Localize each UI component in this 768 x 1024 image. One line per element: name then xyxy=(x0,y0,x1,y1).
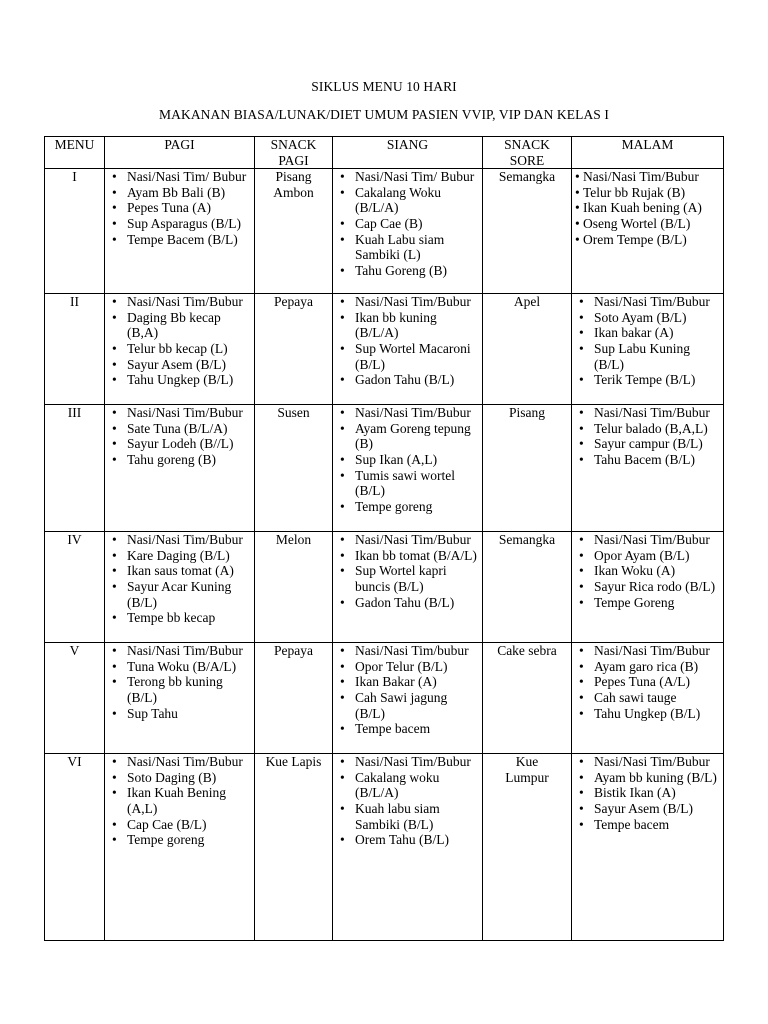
list-item: • Ikan Woku (A) xyxy=(574,563,721,579)
pagi-list xyxy=(107,754,252,848)
snack-text: Cake sebra xyxy=(497,643,557,659)
list-item: • Daging Bb kecap (B,A) xyxy=(107,310,252,341)
snack-text: Pepaya xyxy=(274,643,313,659)
list-item: • Sup Wortel kapri buncis (B/L) xyxy=(335,563,480,594)
list-item: • Telur balado (B,A,L) xyxy=(574,421,721,437)
list-item: • Orem Tahu (B/L) xyxy=(335,832,480,848)
list-item: • Opor Ayam (B/L) xyxy=(574,548,721,564)
pagi-cell xyxy=(105,643,255,754)
malam-list xyxy=(574,294,721,388)
list-item: • Sayur Asem (B/L) xyxy=(107,357,252,373)
table-row xyxy=(45,405,724,532)
list-item: • Tempe bacem xyxy=(574,817,721,833)
snack-text: Semangka xyxy=(498,532,556,548)
list-item: • Cap Cae (B) xyxy=(335,216,480,232)
list-item: • Cap Cae (B/L) xyxy=(107,817,252,833)
list-item: • Kuah labu siam Sambiki (B/L) xyxy=(335,801,480,832)
list-item: • Opor Telur (B/L) xyxy=(335,659,480,675)
pagi-cell xyxy=(105,405,255,532)
snack-sore-cell xyxy=(483,405,572,532)
list-item: • Cakalang woku (B/L/A) xyxy=(335,770,480,801)
siang-list xyxy=(335,294,480,388)
menu-number: III xyxy=(45,405,105,532)
malam-list xyxy=(574,169,721,247)
list-item: • Cah Sawi jagung (B/L) xyxy=(335,690,480,721)
menu-number: I xyxy=(45,169,105,294)
list-item: • Ayam Bb Bali (B) xyxy=(107,185,252,201)
snack-sore-cell xyxy=(483,532,572,643)
snack-text: Kue xyxy=(515,754,539,770)
snack-text: Pisang xyxy=(275,169,312,185)
siang-list xyxy=(335,169,480,278)
list-item: • Tempe goreng xyxy=(107,832,252,848)
pagi-list xyxy=(107,405,252,467)
list-item: • Nasi/Nasi Tim/Bubur xyxy=(574,169,721,185)
list-item: • Gadon Tahu (B/L) xyxy=(335,595,480,611)
snack-text: Melon xyxy=(275,532,312,548)
list-item: • Kare Daging (B/L) xyxy=(107,548,252,564)
list-item: • Soto Ayam (B/L) xyxy=(574,310,721,326)
snack-pagi-cell xyxy=(255,405,333,532)
snack-pagi-cell xyxy=(255,643,333,754)
list-item: • Nasi/Nasi Tim/Bubur xyxy=(574,643,721,659)
list-item: • Orem Tempe (B/L) xyxy=(574,232,721,248)
list-item: • Nasi/Nasi Tim/Bubur xyxy=(107,405,252,421)
malam-cell xyxy=(572,169,724,294)
malam-cell xyxy=(572,754,724,941)
pagi-list xyxy=(107,643,252,721)
list-item: • Nasi/Nasi Tim/Bubur xyxy=(335,294,480,310)
list-item: • Tahu Ungkep (B/L) xyxy=(574,706,721,722)
document-title: SIKLUS MENU 10 HARI xyxy=(311,79,457,94)
snack-sore-cell xyxy=(483,754,572,941)
list-item: • Ikan bb kuning (B/L/A) xyxy=(335,310,480,341)
malam-cell xyxy=(572,294,724,405)
list-item: • Ikan bb tomat (B/A/L) xyxy=(335,548,480,564)
list-item: • Nasi/Nasi Tim/Bubur xyxy=(574,532,721,548)
menu-number: V xyxy=(45,643,105,754)
malam-list xyxy=(574,643,721,721)
list-item: • Telur bb Rujak (B) xyxy=(574,185,721,201)
table-row xyxy=(45,643,724,754)
snack-text: Pisang xyxy=(508,405,545,421)
list-item: • Ikan Kuah Bening (A,L) xyxy=(107,785,252,816)
siang-cell xyxy=(333,405,483,532)
malam-cell xyxy=(572,643,724,754)
snack-sore-cell xyxy=(483,294,572,405)
list-item: • Gadon Tahu (B/L) xyxy=(335,372,480,388)
list-item: • Nasi/Nasi Tim/bubur xyxy=(335,643,480,659)
list-item: • Terong bb kuning (B/L) xyxy=(107,674,252,705)
snack-pagi-cell xyxy=(255,532,333,643)
list-item: • Nasi/Nasi Tim/Bubur xyxy=(107,532,252,548)
list-item: • Pepes Tuna (A/L) xyxy=(574,674,721,690)
snack-sore-cell xyxy=(483,643,572,754)
header-snack-pagi-line2: PAGI xyxy=(278,152,309,168)
header-siang: SIANG xyxy=(333,137,483,169)
snack-text: Ambon xyxy=(273,184,314,200)
list-item: • Pepes Tuna (A) xyxy=(107,200,252,216)
list-item: • Tempe Bacem (B/L) xyxy=(107,232,252,248)
snack-text: Semangka xyxy=(498,169,556,185)
list-item: • Ikan Bakar (A) xyxy=(335,674,480,690)
list-item: • Sate Tuna (B/L/A) xyxy=(107,421,252,437)
malam-list xyxy=(574,405,721,467)
pagi-list xyxy=(107,294,252,388)
list-item: • Kuah Labu siam Sambiki (L) xyxy=(335,232,480,263)
list-item: • Sayur Acar Kuning (B/L) xyxy=(107,579,252,610)
header-snack-sore xyxy=(483,137,572,169)
pagi-cell xyxy=(105,532,255,643)
list-item: • Nasi/Nasi Tim/ Bubur xyxy=(107,169,252,185)
header-malam: MALAM xyxy=(572,137,724,169)
siang-list xyxy=(335,643,480,737)
table-row xyxy=(45,532,724,643)
table-header-row xyxy=(45,137,724,169)
list-item: • Nasi/Nasi Tim/Bubur xyxy=(335,405,480,421)
list-item: • Ikan saus tomat (A) xyxy=(107,563,252,579)
list-item: • Nasi/Nasi Tim/Bubur xyxy=(107,643,252,659)
list-item: • Ikan Kuah bening (A) xyxy=(574,200,721,216)
list-item: • Nasi/Nasi Tim/Bubur xyxy=(335,532,480,548)
header-pagi: PAGI xyxy=(105,137,255,169)
list-item: • Soto Daging (B) xyxy=(107,770,252,786)
snack-text: Lumpur xyxy=(505,769,549,785)
siang-cell xyxy=(333,643,483,754)
siang-list xyxy=(335,754,480,848)
list-item: • Nasi/Nasi Tim/ Bubur xyxy=(335,169,480,185)
snack-text: Kue Lapis xyxy=(265,754,322,770)
list-item: • Tahu Ungkep (B/L) xyxy=(107,372,252,388)
list-item: • Nasi/Nasi Tim/Bubur xyxy=(574,405,721,421)
menu-number: II xyxy=(45,294,105,405)
list-item: • Bistik Ikan (A) xyxy=(574,785,721,801)
list-item: • Tempe Goreng xyxy=(574,595,721,611)
list-item: • Nasi/Nasi Tim/Bubur xyxy=(574,754,721,770)
siang-list xyxy=(335,532,480,610)
malam-list xyxy=(574,532,721,610)
pagi-cell xyxy=(105,754,255,941)
header-snack-pagi-line1: SNACK xyxy=(270,137,317,152)
header-snack-pagi xyxy=(255,137,333,169)
list-item: • Tahu goreng (B) xyxy=(107,452,252,468)
list-item: • Nasi/Nasi Tim/Bubur xyxy=(574,294,721,310)
list-item: • Ayam Goreng tepung (B) xyxy=(335,421,480,452)
list-item: • Ayam garo rica (B) xyxy=(574,659,721,675)
list-item: • Tempe goreng xyxy=(335,499,480,515)
siang-cell xyxy=(333,169,483,294)
snack-text: Susen xyxy=(277,405,310,421)
menu-number: VI xyxy=(45,754,105,941)
pagi-cell xyxy=(105,294,255,405)
list-item: • Tahu Bacem (B/L) xyxy=(574,452,721,468)
list-item: • Sup Tahu xyxy=(107,706,252,722)
list-item: • Telur bb kecap (L) xyxy=(107,341,252,357)
list-item: • Tempe bacem xyxy=(335,721,480,737)
malam-cell xyxy=(572,532,724,643)
siang-list xyxy=(335,405,480,514)
siang-cell xyxy=(333,754,483,941)
list-item: • Nasi/Nasi Tim/Bubur xyxy=(107,294,252,310)
menu-table xyxy=(44,136,724,941)
header-snack-sore-line1: SNACK xyxy=(504,137,550,152)
snack-sore-cell xyxy=(483,169,572,294)
list-item: • Nasi/Nasi Tim/Bubur xyxy=(335,754,480,770)
malam-cell xyxy=(572,405,724,532)
list-item: • Oseng Wortel (B/L) xyxy=(574,216,721,232)
list-item: • Ayam bb kuning (B/L) xyxy=(574,770,721,786)
snack-pagi-cell xyxy=(255,754,333,941)
list-item: • Sup Labu Kuning (B/L) xyxy=(574,341,721,372)
header-snack-sore-line2: SORE xyxy=(509,152,545,168)
menu-number: IV xyxy=(45,532,105,643)
pagi-list xyxy=(107,532,252,626)
siang-cell xyxy=(333,294,483,405)
document-subtitle: MAKANAN BIASA/LUNAK/DIET UMUM PASIEN VVIP, VIP DAN KELAS I xyxy=(159,107,609,122)
list-item: • Sayur Asem (B/L) xyxy=(574,801,721,817)
list-item: • Terik Tempe (B/L) xyxy=(574,372,721,388)
list-item: • Tempe bb kecap xyxy=(107,610,252,626)
pagi-list xyxy=(107,169,252,247)
table-body xyxy=(45,169,724,941)
list-item: • Tahu Goreng (B) xyxy=(335,263,480,279)
snack-text: Pepaya xyxy=(274,294,313,310)
siang-cell xyxy=(333,532,483,643)
list-item: • Cah sawi tauge xyxy=(574,690,721,706)
list-item: • Sayur Rica rodo (B/L) xyxy=(574,579,721,595)
pagi-cell xyxy=(105,169,255,294)
table-row xyxy=(45,294,724,405)
list-item: • Sup Wortel Macaroni (B/L) xyxy=(335,341,480,372)
snack-text: Apel xyxy=(513,294,541,310)
table-row xyxy=(45,754,724,941)
list-item: • Cakalang Woku (B/L/A) xyxy=(335,185,480,216)
list-item: • Sup Asparagus (B/L) xyxy=(107,216,252,232)
snack-pagi-cell xyxy=(255,169,333,294)
list-item: • Tumis sawi wortel (B/L) xyxy=(335,468,480,499)
list-item: • Sup Ikan (A,L) xyxy=(335,452,480,468)
list-item: • Tuna Woku (B/A/L) xyxy=(107,659,252,675)
list-item: • Ikan bakar (A) xyxy=(574,325,721,341)
snack-pagi-cell xyxy=(255,294,333,405)
header-menu: MENU xyxy=(45,137,105,169)
malam-list xyxy=(574,754,721,832)
list-item: • Sayur campur (B/L) xyxy=(574,436,721,452)
table-row xyxy=(45,169,724,294)
list-item: • Nasi/Nasi Tim/Bubur xyxy=(107,754,252,770)
list-item: • Sayur Lodeh (B//L) xyxy=(107,436,252,452)
